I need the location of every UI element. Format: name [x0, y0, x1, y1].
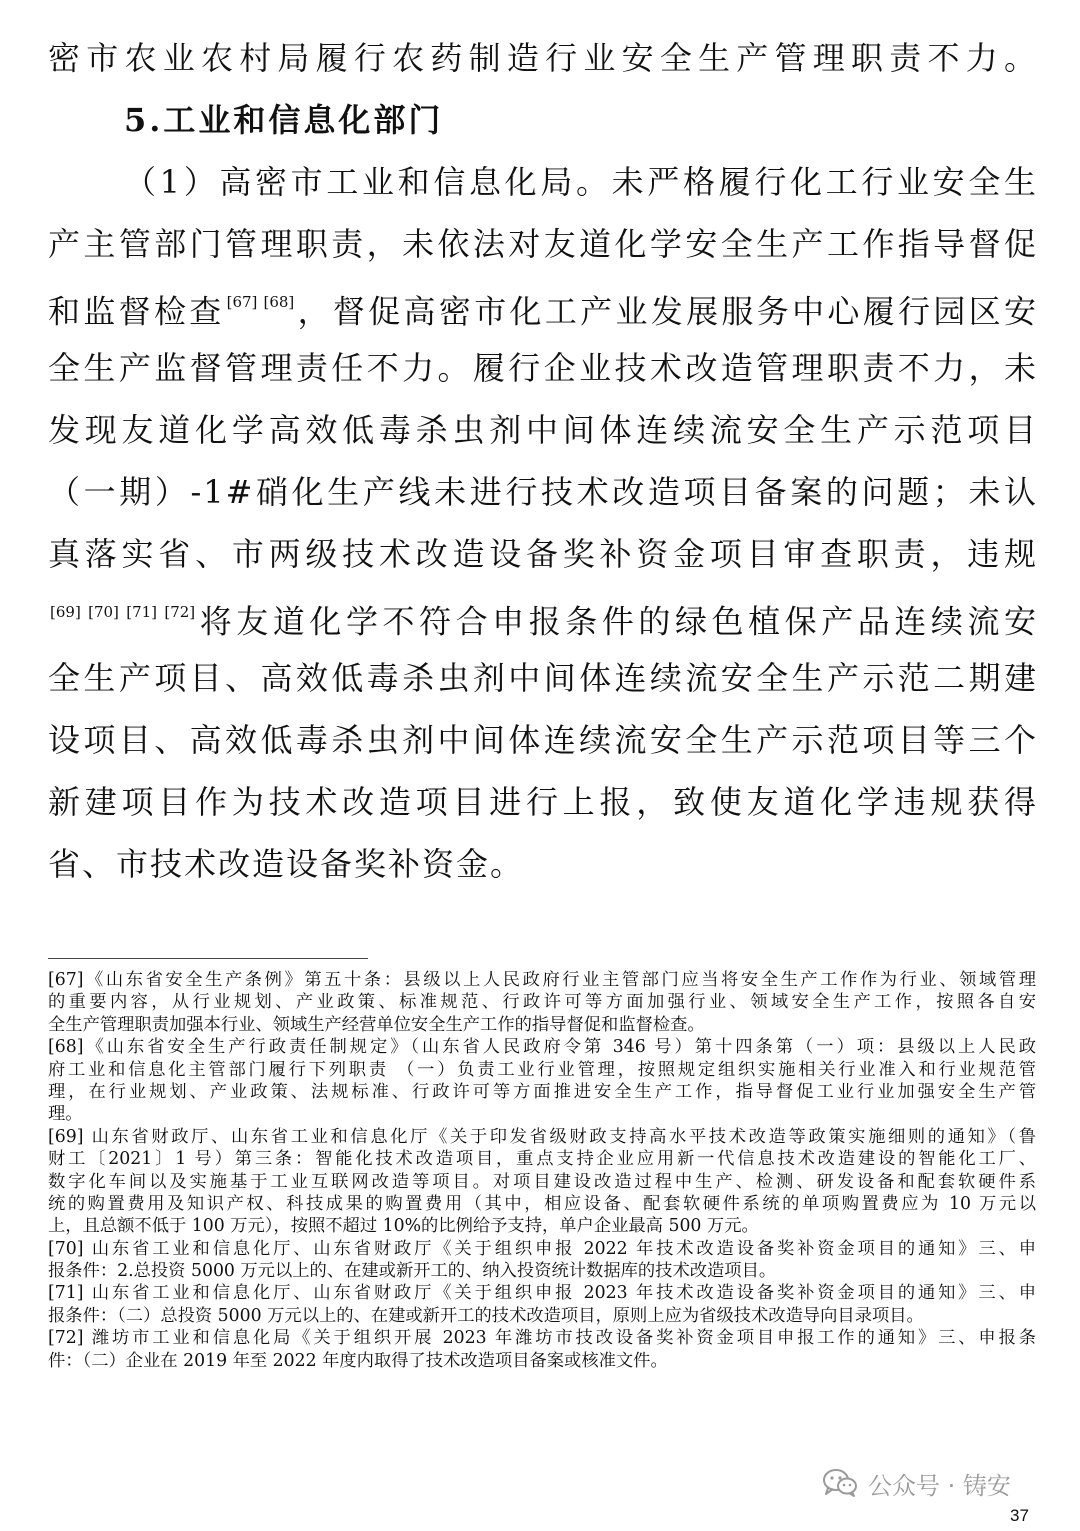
footnote-line: 统的购置费用及知识产权、科技成果的购置费用（其中，相应设备、配套软硬件系统的单项购置费应为 10 万元以 [48, 1193, 1036, 1214]
footnote-line: 理。 [48, 1104, 83, 1125]
body-line-5-end: ，督促高密市化工产业发展服务中心履行园区安 [296, 292, 1038, 331]
body-line-1: 密市农业农村局履行农药制造行业安全生产管理职责不力。 [48, 39, 1038, 77]
body-line-10 [48, 585, 1038, 647]
footnote-line: 上，且总额不低于 100 万元），按照不超过 10%的比例给予支持，单户企业最高 500 万元。 [48, 1216, 759, 1237]
footnote-line: [70] 山东省工业和信息化厅、山东省财政厅《关于组织申报 2022 年技术改造设备奖补资金项目的通知》三、申 [48, 1238, 1036, 1259]
watermark [822, 1465, 1011, 1501]
body-line-11: 全生产项目、高效低毒杀虫剂中间体连续流安全生产示范二期建 [48, 659, 1038, 697]
body-line-5 [48, 275, 1038, 337]
body-line-13: 新建项目作为技术改造项目进行上报，致使友道化学违规获得 [48, 783, 1038, 821]
body-line-8: （一期）-1#硝化生产线未进行技术改造项目备案的问题；未认 [48, 473, 1038, 511]
footnote-divider [48, 958, 368, 959]
footnote-line: [72] 潍坊市工业和信息化局《关于组织开展 2023 年潍坊市技改设备奖补资金项目申报工作的通知》三、申报条 [48, 1328, 1036, 1349]
footnote-line: 的重要内容，从行业规划、产业政策、标准规范、行政许可等方面加强行业、领域安全生产工作，按照各自安 [48, 992, 1036, 1013]
body-line-9: 真落实省、市两级技术改造设备奖补资金项目审查职责，违规 [48, 535, 1038, 573]
body-line-4: 产主管部门管理职责，未依法对友道化学安全生产工作指导督促 [48, 225, 1038, 263]
footnote-line: 理，在行业规划、产业政策、法规标准、行政许可等方面推进安全生产工作，指导督促工业行业加强安全生产管 [48, 1081, 1036, 1102]
footnotes [48, 969, 1036, 1372]
body-line-3: （1）高密市工业和信息化局。未严格履行化工行业安全生 [124, 163, 1038, 201]
body-line-7: 发现友道化学高效低毒杀虫剂中间体连续流安全生产示范项目 [48, 411, 1038, 449]
footnote-line: [68]《山东省安全生产行政责任制规定》（山东省人民政府令第 346 号）第十四条第（一）项：县级以上人民政 [48, 1037, 1036, 1058]
footnote-ref-67-68: [67] [68] [226, 293, 295, 311]
footnote-line: 报条件：（二）总投资 5000 万元以上的、在建或新开工的技术改造项目，原则上应为省级技术改造导向目录项目。 [48, 1305, 924, 1326]
body-line-5-start: 和监督检查 [48, 292, 225, 331]
body-line-6: 全生产监督管理责任不力。履行企业技术改造管理职责不力，未 [48, 349, 1038, 387]
footnote-ref-69-72: [69] [70] [71] [72] [50, 603, 196, 621]
body-line-12: 设项目、高效低毒杀虫剂中间体连续流安全生产示范项目等三个 [48, 721, 1038, 759]
footnote-line: 数字化车间以及实施基于工业互联网改造等项目。对项目建设改造过程中生产、检测、研发设备和配套软硬件系 [48, 1171, 1036, 1192]
wechat-icon [822, 1468, 858, 1498]
body-line-10-text: 将友道化学不符合申报条件的绿色植保产品连续流安 [197, 602, 1038, 641]
footnote-line: 报条件：2.总投资 5000 万元以上的、在建或新开工的、纳入投资统计数据库的技术改造项目。 [48, 1261, 777, 1282]
footnote-line: 府工业和信息化主管部门履行下列职责 （一）负责工业行业管理，按照规定组织实施相关行业准入和行业规范管 [48, 1059, 1036, 1080]
page-number: 37 [1010, 1506, 1029, 1525]
footnote-line: [71] 山东省工业和信息化厅、山东省财政厅《关于组织申报 2023 年技术改造设备奖补资金项目的通知》三、申 [48, 1283, 1036, 1304]
watermark-text: 公众号 · 铸安 [868, 1471, 1011, 1500]
footnote-line: [67]《山东省安全生产条例》第五十条：县级以上人民政府行业主管部门应当将安全生产工作作为行业、领域管理 [48, 970, 1036, 990]
footnote-line: 财工〔2021〕1 号）第三条：智能化技术改造项目，重点支持企业应用新一代信息技术改造建设的智能化工厂、 [48, 1149, 1036, 1170]
footnote-line: 件：（二）企业在 2019 年至 2022 年度内取得了技术改造项目备案或核准文件。 [48, 1350, 668, 1371]
section-heading: 5.工业和信息化部门 [124, 101, 444, 139]
body-text [48, 27, 1038, 895]
body-line-14: 省、市技术改造设备奖补资金。 [48, 845, 525, 883]
footnote-line: 全生产管理职责加强本行业、领域生产经营单位安全生产工作的指导督促和监督检查。 [48, 1014, 705, 1035]
footnote-line: [69] 山东省财政厅、山东省工业和信息化厅《关于印发省级财政支持高水平技术改造等政策实施细则的通知》（鲁 [48, 1126, 1036, 1147]
